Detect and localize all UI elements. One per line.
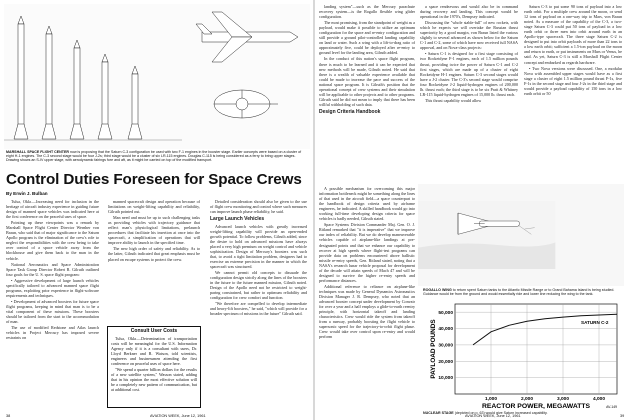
paragraph: a space rendezvous and would also be in command during recovery and landing. This concept would be operational in the 1970's, Dempsey indicated. <box>420 4 518 20</box>
saturn-rocket-illustration <box>4 4 182 149</box>
chart-x-tick-label: 2,000 <box>520 397 534 402</box>
section-heading-large-launch: Large Launch Vehicles <box>210 216 265 223</box>
paragraph: Space Systems Division Commander Maj. Gen. O. J. Ritland remarked that "it is imperative" that we improve our index of reliability. But we do develop maneuverable vehicles capable of airplane-like landings at pre-designated points and that we enhance our capability to recover at high speeds where flight-test programs can provide data on problems encountered above ballistic missile re-entry speeds, Gen. Ritland stated, noting that a NASA's research lunar vehicle proposal for development of the decade will attain speeds of Mach 47 and will be designed to survive the higher re-entry speeds and performance distances. <box>319 222 415 283</box>
chart-x-tick-label: 4,000 <box>592 397 606 402</box>
chart-series-label: SATURN C-2 <box>581 319 609 325</box>
chart-caption-lead: NUCLEAR STAGE <box>423 411 454 415</box>
left-column-2 <box>108 199 200 323</box>
right-page <box>315 0 628 420</box>
left-page <box>0 0 313 420</box>
right-column-3 <box>524 4 622 180</box>
paragraph: • Two Nova versions were discussed. One, a modular Nova with assembled upper stages would have as a first stage a cluster of eight 1.5 million pound thrust F-1s, five F-1s in the second stage and four J-2s in the third stage and would provide a payload capability of 150 tons in a low earth orbit or 50 <box>524 65 622 96</box>
right-column-2 <box>420 4 518 180</box>
section-heading-design-criteria: Design Criteria Handbook <box>319 108 381 115</box>
paragraph: Discussing the "whole stable-full" of new rockets, with which he expects we will overtake the Russian thrust superiority by a good margin, von Braun listed the various slightly to several advanced as shown below for the Saturn C-1 and C-2, some of which have now received full NASA approval, and on Nova-class projects: <box>420 20 518 51</box>
chart-y-tick-label: 50,000 <box>438 310 453 316</box>
paragraph: The new high order of safety and reliability. As to the latter, Gilruth indicated that great emphasis must be placed on escape systems to protect the crew. <box>108 246 200 262</box>
paragraph: Detailed consideration should also be given to the use of flight crew monitoring and control where such measures can improve launch phase reliability, he said. <box>210 199 307 215</box>
chart-x-tick-label: 3,000 <box>556 397 570 402</box>
chart-caption-text: (depicted on p. 63) would give Saturn increased capability. <box>454 411 548 415</box>
paragraph: Saturn C-3 to put some 90 tons of payload into a low earth orbit. For a multiple crew around the moon, or send 12 tons of payload on a one-way trip to Mars, von Braun noted. As a measure of the capability of the C-3, a two-stage Saturn C-3 could put 50 tons of payload in a low earth orbit or three men into orbit around earth in an Apollo-type spacecraft. The three stage Saturn C-2 is designed to put into orbit payloads of more than 22 tons to a low earth orbit; sufficient a 1.5-ton payload on the moon and return to earth, or put instruments on Mars or Venus, he said. As yet, Saturn C-3 is still a Marshall Flight Center concept and embarked as regards hardware. <box>524 4 622 65</box>
paragraph: manned spacecraft design and operation because of limitations on weight-lifting capability and reliability, Gilruth pointed out. <box>108 199 200 215</box>
paragraph: • Aggressive development of large launch vehicles specifically tailored to advanced manned space flight programs, exploiting prior experience in flight-software requirements and techniques. <box>6 277 99 298</box>
sidebar-paragraph: Tulsa, Okla.—Determination of transportation costs will be meaningful for the U.S. Information Agency only if it is a consultant with users, Dr. Lloyd Berkner and R. Watson, told scientists, engineers and businessmen attending the first conference on peaceful uses of space here. <box>111 335 197 366</box>
transport-aircraft-illustration <box>182 4 310 149</box>
paragraph: Additional reference to reliance on airplane-like techniques was made by General Dynamics Astronautics Division Manager J. R. Dempsey, who noted that an advanced booster concept under development by Convair for over a year and a half employs a glide-to-earth reentry principle, with horizontal takeoff and landing characteristics. Crew would ride the system from takeoff from a runway, probably boosting the flight vehicle to supersonic speed for the trajectory-to-orbit flight phase. Crew would take over control upon re-entry and would perform <box>319 283 415 340</box>
rogallo-caption-lead: ROGALLO WING <box>423 288 452 292</box>
paragraph: The use of modified Redstone and Atlas launch vehicles in Project Mercury has imposed severe restraints on <box>6 325 99 341</box>
left-column-1 <box>6 199 99 409</box>
rocket-caption <box>6 150 308 163</box>
paragraph: Pointing up these viewpoints was a remark by Marshall Space Flight Center Director Wernher von Braun, who said that of major significance to the Saturn Apollo program is the elimination of the crew's role to neglect the responsibilities with the crew being to take over control of a space vehicle away from the blockhouse and give them back to the man in the vehicle. <box>6 220 99 261</box>
paragraph: National Aeronautics and Space Administration Space Task Group Director Robert R. Gilruth outlined four goals for the U. S. space flight program: <box>6 261 99 277</box>
paragraph: This thrust capability would allow <box>425 97 482 103</box>
payload-chart-svg <box>421 298 627 410</box>
paragraph: We cannot permit old concepts to dissuade the configuration design strictly along the lines of the boosters in the future to the future manned mission, Gilruth noted. Design of the Apollo need not be restricted to weight-paring constrained, but rather to optimum reliability and configuration for crew comfort and function. <box>210 270 307 301</box>
consult-user-costs-box <box>107 326 201 408</box>
right-column-1 <box>319 4 415 180</box>
left-column-3 <box>210 199 307 409</box>
sidebar-title: Consult User Costs <box>130 328 178 334</box>
paragraph: A possible mechanism for overcoming this major information bottleneck might be something along the lines of that used in the aircraft field—a space counterpart to the handbook of design criteria used by airframe engineers, he indicated. A skilled handbook would go into working full-time developing design criteria for space vehicles is badly needed, Gilruth stated. <box>319 186 415 222</box>
paragraph: The most promising, from the standpoint of weight as a payload, would make it possible to utilize an optimum configuration for the space and re-entry configuration and still provide a ground pilot-controlled landing capability on land or water. Such a wing with a lift-to-drag ratio of approximately five, could be deployed after re-entry to ground level for the landing area, Gilruth added. <box>319 20 415 56</box>
folio: AVIATION WEEK, June 12, 1961 <box>465 414 521 418</box>
paragraph: Advanced launch vehicles with greatly increased weight-lifting capability will provide an open-ended growth potential. To follow problems, Gilruth added, since the desire to hold on advanced missions have always placed a very high premium on weight control and vehicle sophistication. Design of Mercury's boosters was such that, to avoid a tight limitation problem, designers had to exercise an extreme precision in the manner in which the spacecraft was structured. <box>210 223 307 270</box>
chart-caption <box>423 411 621 415</box>
paragraph: "We therefore are compelled to develop intermediate and heavy-lift boosters," he said, "which will provide for a broader spectrum of missions in the future" Gilruth said. <box>210 301 307 317</box>
folio: AVIATION WEEK, June 12, 1961 <box>150 414 206 418</box>
page-number: 38 <box>6 414 11 418</box>
paragraph: landing system"—such as the Mercury parachute recovery system—is the Rogallo flexible wing glider configuration. <box>319 4 415 20</box>
paragraph: • Development of advanced boosters for future space flight programs, keeping in mind that man is to be a vital component of these missions. These boosters should be tailored from the start to the accommodation of man. <box>6 298 99 325</box>
rogallo-wing-illustration <box>418 184 624 286</box>
article-headline: Control Duties Foreseen for Space Crews <box>6 171 302 188</box>
paragraph: • Saturn C-1 is designed for a first stage consisting of two Rocketdyne F-1 engines, each of 1.5 million pounds thrust, providing twice the power of Saturn C-1 and C-2 first stages, which are made up of a cluster of eight Rocketdyne H-1 engines. Saturn C-3 second stages would have a J-2 cluster. The C-3's second stage would comprise four Rocketdyne J-2 liquid-hydrogen engines of 200,000 lb. thrust each; the third stage is to be six Pratt & Whitney LR-115 liquid-hydrogen engines of 15,000 lb. thrust each. <box>420 51 518 97</box>
chart-plot-area <box>455 304 617 394</box>
byline: By Erwin J. Bulban <box>6 191 48 196</box>
paragraph: Tulsa, Okla.—Increasing need for inclusion in the heritage of aircraft industry experience in guiding future design of manned space vehicles was indicated here at the first conference on the peaceful uses of space. <box>6 199 99 220</box>
rogallo-caption <box>423 288 621 296</box>
page-number: 39 <box>620 414 625 418</box>
chart-y-axis-label: PAYLOAD POUNDS <box>430 319 437 379</box>
chart-y-tick-label: 20,000 <box>438 359 453 365</box>
chart-y-tick-label: 40,000 <box>438 327 453 333</box>
paragraph: Man need and must be up to such challenging tasks as providing vehicles with trajectory guidance that reflect man's physiological limitations, prelaunch procedures that facilitate his insertion at once into the spacecraft, a simplification of operations that will improve ability to launch in the specified time. <box>108 215 200 246</box>
chart-x-axis-label: REACTOR POWER, MEGAWATTS <box>481 403 591 410</box>
rocket-caption-text: now is proposing that the Saturn C-3 configuration be used with two F-1 engines in the booster stage. Earlier concepts were based on a cluster of eight H-1 engines. The C-3 second stage would be four J-2s; third stage would be a cluster of six LR-115 engines. Douglas C-115 is being considered as a ferry to bring upper stages. Drawing shows an S-IV upper stage, with aerodynamic fairings fore and aft, as it might be carried on top of the modified transport. <box>6 150 302 163</box>
rogallo-caption-text: to return spent Saturn tanks to the Atlantic Missile Range or to Grand Bahama Island is being studied. Guidance would be from the ground and would essentially ride and lower line reducing the wing to the tank. <box>423 288 615 297</box>
payload-chart <box>421 298 627 420</box>
sidebar-paragraph: "We spend a quarter billion dollars for the results of a new satellite system," Wasson stated, adding that in his opinion the most effective solution will be a completely new pattern of communication, but at additional cost. <box>111 366 197 393</box>
chart-y-tick-label: 30,000 <box>438 343 453 349</box>
chart-id-label: AV-149 <box>606 405 617 409</box>
paragraph: In the conduct of this nation's space flight program, there is much to be learned and it can be expected that new methods will be made, Gilruth noted. He said that there is a wealth of valuable experience available that could be made to increase the pace and success of the national space program. It is Gilruth's position that the operational concept of crew systems and their simulation will be applicable to other projects and to other programs. Gilruth said he did not mean to imply that there has been willful withholding of such data. <box>319 56 415 107</box>
chart-y-tick-label: 10,000 <box>438 376 453 382</box>
right-column-4 <box>319 186 415 411</box>
chart-x-tick-label: 1,000 <box>484 397 498 402</box>
rocket-caption-lead: MARSHALL SPACE FLIGHT CENTER <box>6 150 69 154</box>
